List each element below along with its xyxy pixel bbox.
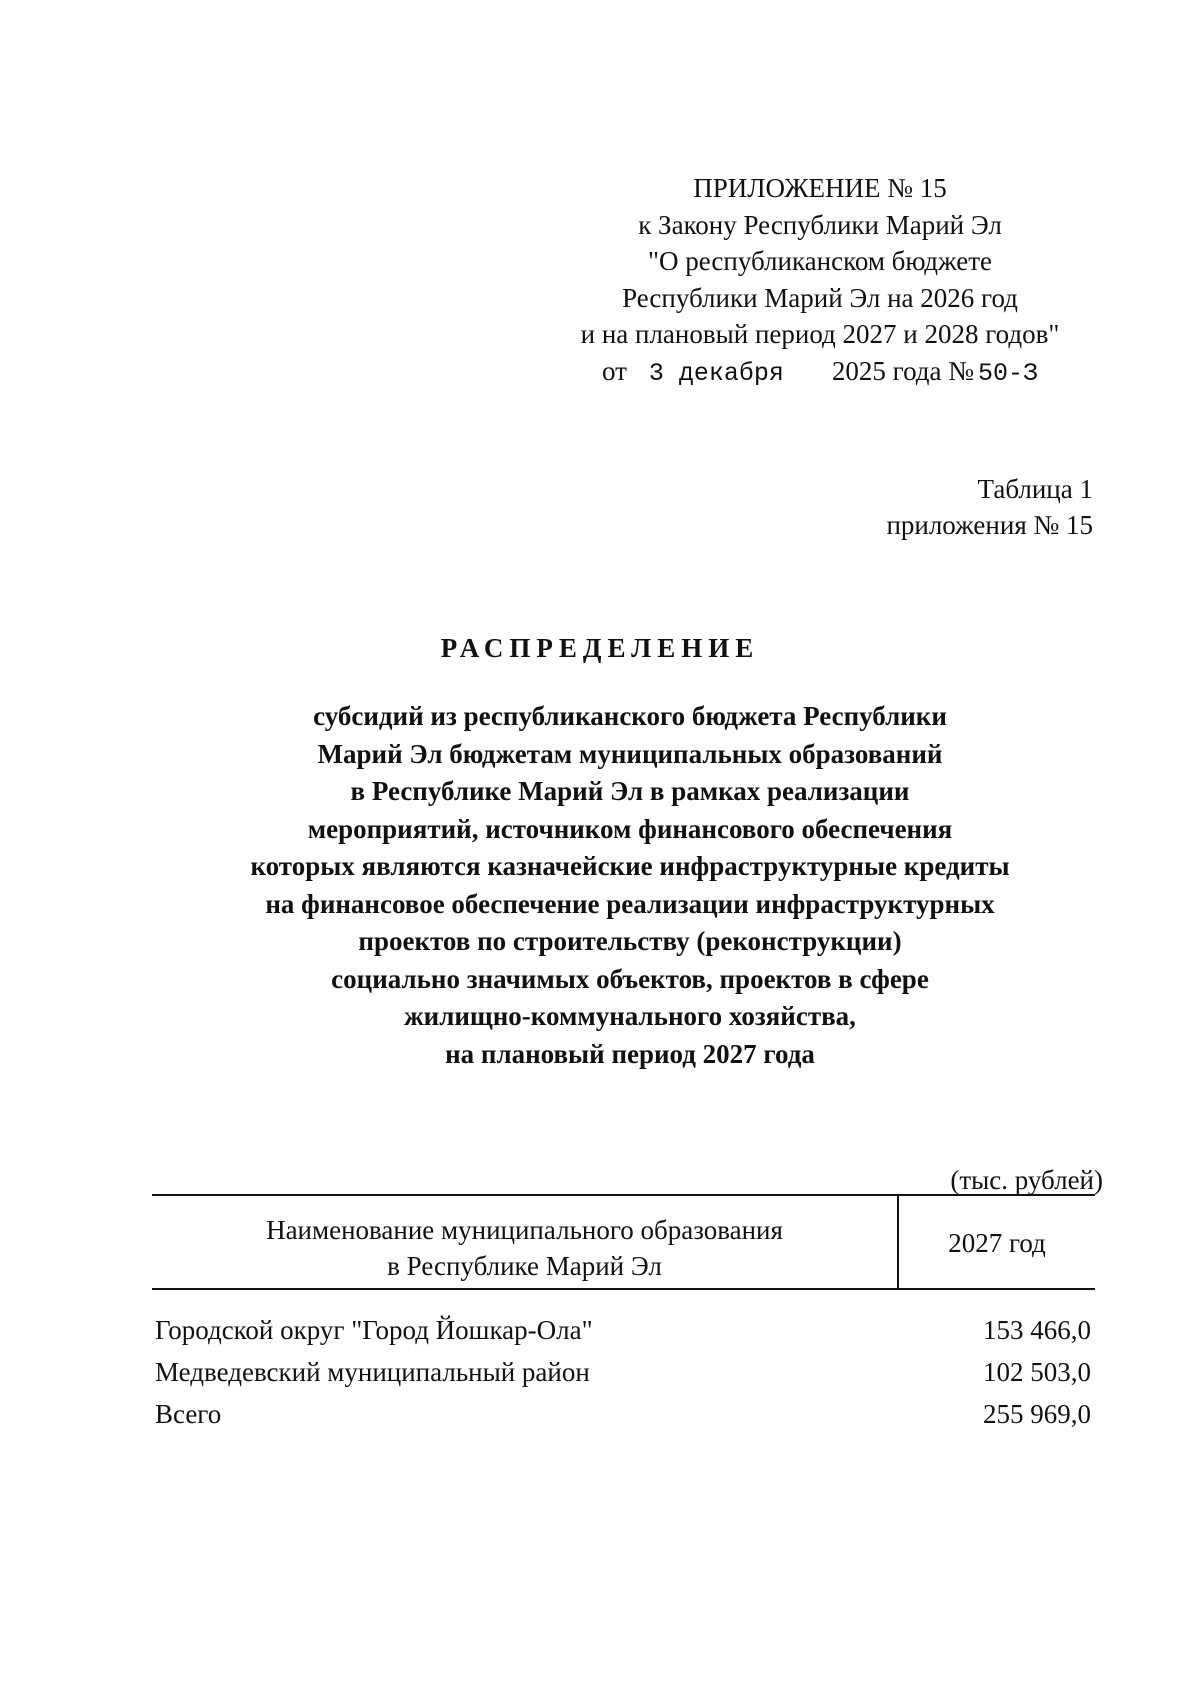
table-row	[155, 1357, 1091, 1399]
table-row-total	[155, 1399, 1091, 1441]
table-row	[155, 1315, 1091, 1357]
law-number: 50-З	[978, 358, 1039, 388]
table-top-rule	[152, 1194, 1095, 1196]
row-value: 255 969,0	[983, 1399, 1091, 1429]
header-name-line1: Наименование муниципального образования	[266, 1215, 783, 1245]
header-year-cell: 2027 год	[948, 1228, 1046, 1258]
row-name: Медведевский муниципальный район	[155, 1357, 590, 1387]
appendix-header	[540, 170, 1100, 392]
appendix-line: и на плановый период 2027 и 2028 годов"	[580, 319, 1060, 349]
table-reference	[886, 471, 1093, 543]
law-date-line	[540, 353, 1100, 393]
units-label: (тыс. рублей)	[950, 1165, 1103, 1195]
subtitle-line: в Республике Марий Эл в рамках реализации	[350, 776, 910, 806]
document-subtitle	[170, 698, 1090, 1073]
date-day-month: 3 декабря	[648, 358, 784, 388]
row-name: Всего	[155, 1399, 222, 1429]
row-name: Городской округ "Город Йошкар-Ола"	[155, 1315, 593, 1345]
header-name-line2: в Республике Марий Эл	[387, 1251, 662, 1281]
date-year: 2025 года №	[831, 355, 975, 386]
row-value: 102 503,0	[983, 1357, 1091, 1387]
subtitle-line: которых являются казначейские инфраструктурные кредиты	[250, 851, 1010, 881]
subtitle-line: социально значимых объектов, проектов в сфере	[331, 963, 929, 994]
subtitle-line: на финансовое обеспечение реализации инфраструктурных	[265, 888, 995, 919]
date-prefix: от	[601, 355, 627, 386]
subtitle-line: мероприятий, источником финансового обеспечения	[307, 813, 953, 844]
subtitle-line: на плановый период 2027 года	[445, 1038, 815, 1069]
appendix-line: "О республиканском бюджете	[647, 246, 993, 276]
table-ref-line2: приложения № 15	[886, 510, 1093, 540]
table-body	[155, 1315, 1091, 1441]
appendix-line: Республики Марий Эл на 2026 год	[622, 282, 1018, 313]
subtitle-line: субсидий из республиканского бюджета Республики	[313, 701, 947, 731]
appendix-line: к Закону Республики Марий Эл	[638, 209, 1002, 240]
subtitle-line: Марий Эл бюджетам муниципальных образований	[317, 738, 943, 769]
subtitle-line: жилищно-коммунального хозяйства,	[404, 1001, 856, 1031]
document-title: РАСПРЕДЕЛЕНИЕ	[440, 633, 760, 663]
table-header-bottom-rule	[152, 1288, 1095, 1290]
subtitle-line: проектов по строительству (реконструкции)	[358, 926, 902, 956]
table-ref-line1: Таблица 1	[977, 474, 1093, 504]
appendix-line: ПРИЛОЖЕНИЕ № 15	[693, 173, 947, 203]
row-value: 153 466,0	[983, 1315, 1091, 1345]
header-name-cell	[152, 1212, 897, 1284]
